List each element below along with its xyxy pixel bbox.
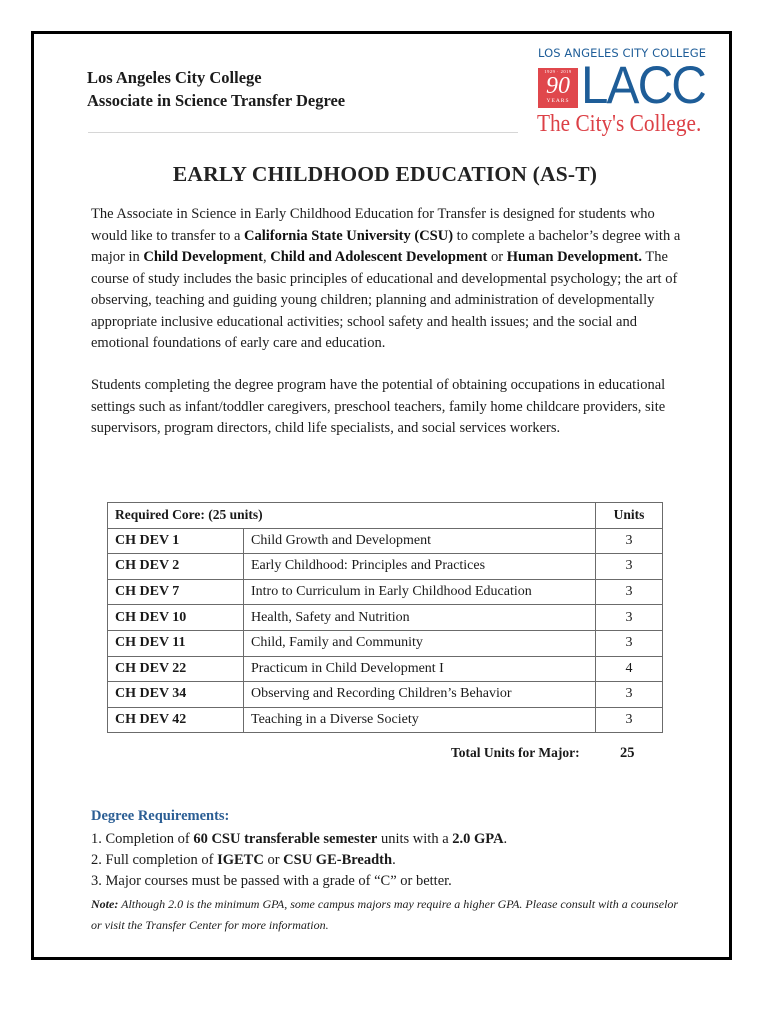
lacc-logo <box>532 46 722 142</box>
course-units: 3 <box>596 707 663 733</box>
career-description: Students completing the degree program have the potential of obtaining occupations in educational settings such as infant/toddler caregivers, preschool teachers, family home childcare providers, site supervisors, program directors, child life specialists, and social services workers. <box>91 377 666 436</box>
total-units-label: Total Units for Major: <box>451 745 580 760</box>
page-title: EARLY CHILDHOOD EDUCATION (AS-T) <box>172 162 598 186</box>
requirement-item <box>91 829 507 850</box>
anniversary-badge-icon <box>538 68 578 108</box>
course-code: CH DEV 2 <box>108 554 244 580</box>
units-header: Units <box>596 503 663 529</box>
table-row <box>108 579 663 605</box>
course-units: 3 <box>596 579 663 605</box>
course-units: 4 <box>596 656 663 682</box>
requirement-item: 3. Major courses must be passed with a grade of “C” or better. <box>91 873 452 889</box>
table-row <box>108 605 663 631</box>
logo-tagline: The City's College. <box>537 110 702 137</box>
degree-requirements-heading: Degree Requirements: <box>91 808 230 824</box>
course-code: CH DEV 10 <box>108 605 244 631</box>
course-units: 3 <box>596 528 663 554</box>
badge-years-range: 1929 · 2019 <box>544 69 572 74</box>
table-row <box>108 630 663 656</box>
required-core-table <box>107 502 663 733</box>
course-title: Child Growth and Development <box>244 528 596 554</box>
emphasis: 60 CSU transferable semester <box>193 831 378 847</box>
program-description <box>91 204 691 355</box>
course-code: CH DEV 22 <box>108 656 244 682</box>
required-core-header: Required Core: (25 units) <box>108 503 596 529</box>
course-code: CH DEV 7 <box>108 579 244 605</box>
emphasis: 2.0 GPA <box>452 831 504 847</box>
course-code: CH DEV 11 <box>108 630 244 656</box>
emphasis-major: Child Development <box>143 249 263 265</box>
degree-type: Associate in Science Transfer Degree <box>87 91 346 110</box>
note-label: Note: <box>91 897 119 911</box>
text: The Associate in Science in Early Childhood Education for Transfer is designed for students who would like to transfer to a <box>91 206 655 244</box>
course-units: 3 <box>596 554 663 580</box>
course-units: 3 <box>596 605 663 631</box>
course-code: CH DEV 34 <box>108 682 244 708</box>
badge-number: 90 <box>546 73 570 99</box>
course-title: Observing and Recording Children’s Behavior <box>244 682 596 708</box>
logo-college-name: LOS ANGELES CITY COLLEGE <box>538 46 707 60</box>
table-row <box>108 656 663 682</box>
text: . <box>503 831 508 847</box>
text: or <box>263 852 284 868</box>
table-row <box>108 682 663 708</box>
emphasis-major: Child and Adolescent Development <box>270 249 488 265</box>
gpa-note <box>91 894 691 935</box>
course-title: Early Childhood: Principles and Practices <box>244 554 596 580</box>
text: 1. Completion of <box>91 831 194 847</box>
emphasis: IGETC <box>217 852 264 868</box>
table-header-row <box>108 503 663 529</box>
header-divider <box>88 132 518 133</box>
text: to complete a bachelor’s degree with a major in <box>91 227 681 265</box>
course-units: 3 <box>596 682 663 708</box>
text: The course of study includes the basic principles of educational and developmental psychology; the art of observing, teaching and guiding young children; planning and administration of developmentally appropriate inclusive educational activities; school safety and health issues; and the social and emotional foundations of early care and education. <box>91 249 678 351</box>
total-units-value: 25 <box>620 745 635 761</box>
text: or <box>487 249 507 265</box>
text: units with a <box>377 831 453 847</box>
emphasis-major: Human Development. <box>506 249 643 265</box>
course-code: CH DEV 42 <box>108 707 244 733</box>
course-title: Teaching in a Diverse Society <box>244 707 596 733</box>
note-text: Although 2.0 is the minimum GPA, some campus majors may require a higher GPA. Please consult with a counselor or visit the Transfer Center for more information. <box>91 897 679 932</box>
course-units: 3 <box>596 630 663 656</box>
course-code: CH DEV 1 <box>108 528 244 554</box>
requirement-item <box>91 850 396 871</box>
table-row <box>108 707 663 733</box>
table-row <box>108 528 663 554</box>
text: , <box>262 249 271 265</box>
course-title: Health, Safety and Nutrition <box>244 605 596 631</box>
text: 2. Full completion of <box>91 852 218 868</box>
document-header <box>87 66 345 112</box>
text: . <box>392 852 396 868</box>
course-title: Child, Family and Community <box>244 630 596 656</box>
badge-label: YEARS <box>546 98 570 104</box>
course-title: Practicum in Child Development I <box>244 656 596 682</box>
emphasis-csu: California State University (CSU) <box>244 227 454 244</box>
logo-wordmark: LACC <box>581 56 706 115</box>
table-row <box>108 554 663 580</box>
emphasis: CSU GE-Breadth <box>283 852 393 868</box>
institution-name: Los Angeles City College <box>87 68 262 87</box>
course-title: Intro to Curriculum in Early Childhood Education <box>244 579 596 605</box>
